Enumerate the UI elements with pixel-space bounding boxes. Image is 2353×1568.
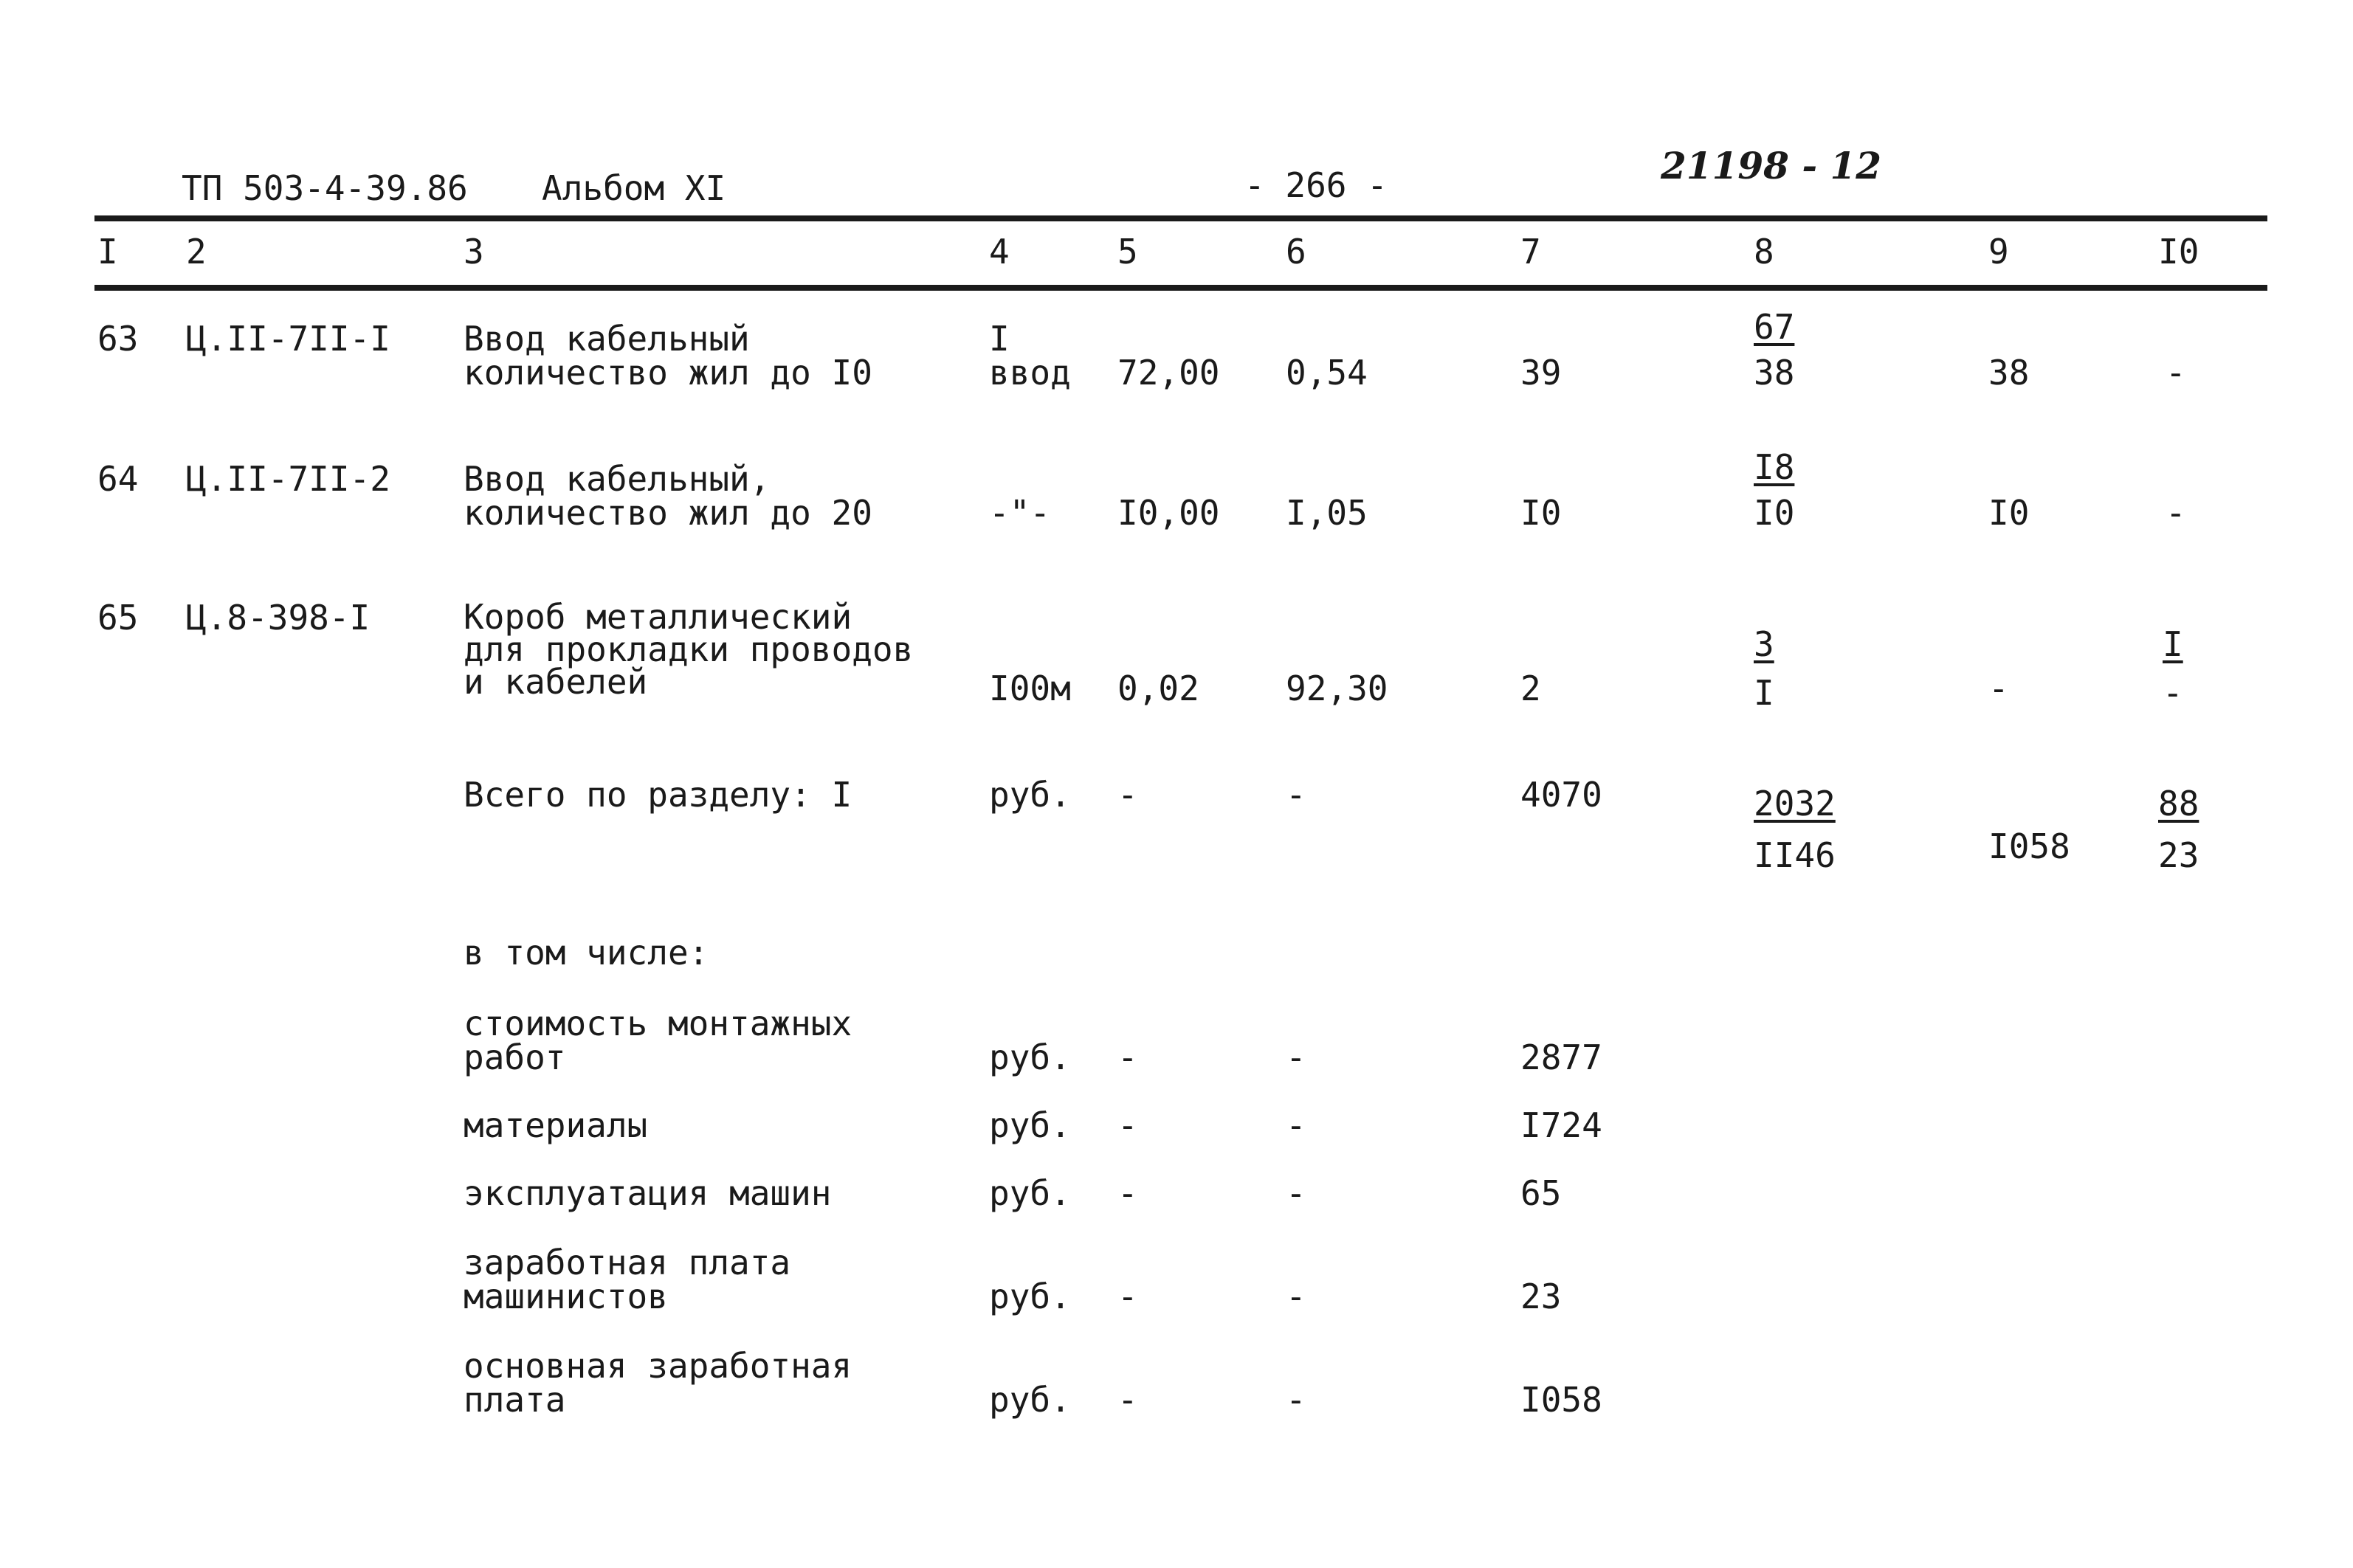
row-number: 65	[97, 598, 139, 638]
quantity: -	[1117, 1380, 1138, 1420]
fraction-cell	[1754, 620, 1774, 717]
including-label: в том числе:	[464, 933, 709, 973]
column-header-6: 6	[1286, 232, 1306, 272]
unit-cost: I,05	[1286, 493, 1368, 533]
fraction-cell	[2158, 778, 2199, 881]
machine-cost: -	[2166, 493, 2186, 533]
quantity: -	[1117, 1105, 1138, 1145]
fraction-cell	[2163, 620, 2183, 717]
fraction-cell	[1754, 304, 1794, 396]
work-name: Ввод кабельный, количество жил до 20	[464, 459, 872, 533]
fraction-cell	[1754, 778, 1836, 881]
column-header-2: 2	[186, 232, 207, 272]
unit-cost: 0,54	[1286, 353, 1368, 393]
fraction-numerator: 67	[1754, 307, 1795, 347]
total-cost: I724	[1520, 1105, 1602, 1145]
fraction-numerator: 2032	[1754, 784, 1836, 823]
unit-cost: -	[1286, 1380, 1306, 1420]
total-cost: 4070	[1520, 775, 1602, 815]
quantity: 72,00	[1117, 353, 1220, 393]
table-top-rule	[94, 215, 2267, 221]
wage-cost: 38	[1988, 353, 2030, 393]
total-cost: 2	[1520, 669, 1541, 708]
total-cost: 39	[1520, 353, 1562, 393]
unit: I00м	[989, 669, 1071, 708]
fraction-denominator: 23	[2158, 835, 2199, 875]
fraction-denominator: I	[1754, 673, 1774, 713]
unit-cost: -	[1286, 1277, 1306, 1316]
column-header-4: 4	[989, 232, 1010, 272]
unit: руб.	[989, 1380, 1071, 1420]
handwritten-reference: 21198 - 12	[1661, 144, 1882, 187]
unit-cost: 92,30	[1286, 669, 1388, 708]
wage-cost: I058	[1988, 826, 2070, 866]
column-header-7: 7	[1520, 232, 1541, 272]
breakdown-label: основная заработная плата	[464, 1346, 852, 1420]
unit: руб.	[989, 1277, 1071, 1316]
fraction-numerator: 88	[2158, 784, 2199, 823]
unit-cost: -	[1286, 775, 1306, 815]
fraction-denominator: 38	[1754, 353, 1795, 393]
column-header-9: 9	[1988, 232, 2009, 272]
total-cost: I058	[1520, 1380, 1602, 1420]
unit: I ввод	[989, 319, 1071, 393]
unit: руб.	[989, 775, 1071, 815]
machine-cost: -	[2166, 353, 2186, 393]
unit: руб.	[989, 1105, 1071, 1145]
column-header-1: I	[97, 232, 118, 272]
row-number: 64	[97, 459, 139, 499]
page-number: - 266 -	[1244, 165, 1388, 205]
quantity: -	[1117, 1173, 1138, 1213]
unit: руб.	[989, 1037, 1071, 1077]
total-cost: 65	[1520, 1173, 1562, 1213]
quantity: 0,02	[1117, 669, 1199, 708]
quantity: I0,00	[1117, 493, 1220, 533]
fraction-denominator: -	[2163, 673, 2183, 713]
fraction-numerator: I	[2163, 624, 2183, 664]
total-cost: 23	[1520, 1277, 1562, 1316]
rate-code: Ц.II-7II-I	[186, 319, 390, 359]
row-number: 63	[97, 319, 139, 359]
wage-cost: -	[1988, 669, 2009, 708]
document-code: ТП 503-4-39.86	[182, 168, 468, 208]
breakdown-label: материалы	[464, 1105, 648, 1145]
table-header-rule	[94, 285, 2267, 291]
fraction-numerator: I8	[1754, 447, 1795, 487]
rate-code: Ц.II-7II-2	[186, 459, 390, 499]
fraction-denominator: I0	[1754, 493, 1795, 533]
section-total-label: Всего по разделу: I	[464, 775, 852, 815]
quantity: -	[1117, 1037, 1138, 1077]
wage-cost: I0	[1988, 493, 2030, 533]
work-name: Короб металлический для прокладки проводов и кабелей	[464, 597, 914, 702]
unit: руб.	[989, 1173, 1071, 1213]
album-title: Альбом XI	[542, 168, 726, 208]
unit-cost: -	[1286, 1037, 1306, 1077]
column-header-5: 5	[1117, 232, 1138, 272]
total-cost: 2877	[1520, 1037, 1602, 1077]
column-header-10: I0	[2158, 232, 2199, 272]
work-name: Ввод кабельный количество жил до I0	[464, 319, 872, 393]
fraction-numerator: 3	[1754, 624, 1774, 664]
fraction-denominator: II46	[1754, 835, 1836, 875]
breakdown-label: заработная плата машинистов	[464, 1243, 791, 1316]
breakdown-label: стоимость монтажных работ	[464, 1004, 852, 1077]
column-header-3: 3	[464, 232, 484, 272]
column-header-8: 8	[1754, 232, 1774, 272]
quantity: -	[1117, 775, 1138, 815]
quantity: -	[1117, 1277, 1138, 1316]
unit-cost: -	[1286, 1105, 1306, 1145]
unit-cost: -	[1286, 1173, 1306, 1213]
total-cost: I0	[1520, 493, 1562, 533]
rate-code: Ц.8-398-I	[186, 598, 371, 638]
unit: -"-	[989, 493, 1051, 533]
breakdown-label: эксплуатация машин	[464, 1173, 832, 1213]
fraction-cell	[1754, 444, 1794, 536]
